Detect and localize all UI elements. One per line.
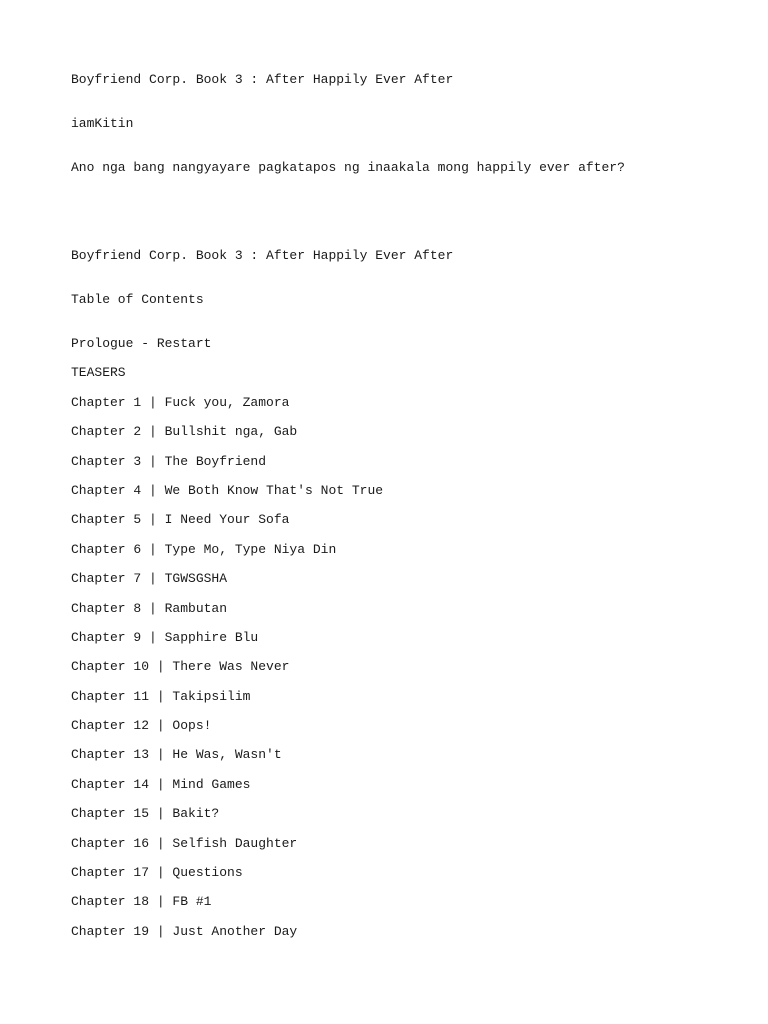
toc-heading: Table of Contents bbox=[71, 292, 204, 307]
book-blurb: Ano nga bang nangyayare pagkatapos ng inaakala mong happily ever after? bbox=[71, 160, 625, 175]
toc-item: Chapter 18 | FB #1 bbox=[71, 894, 212, 910]
toc-item: Chapter 14 | Mind Games bbox=[71, 776, 251, 792]
toc-item: TEASERS bbox=[71, 365, 126, 381]
toc-item: Chapter 1 | Fuck you, Zamora bbox=[71, 394, 290, 410]
toc-item: Chapter 19 | Just Another Day bbox=[71, 923, 298, 939]
document-title-repeat: Boyfriend Corp. Book 3 : After Happily Ever After bbox=[71, 248, 454, 263]
toc-item: Chapter 2 | Bullshit nga, Gab bbox=[71, 424, 298, 440]
toc-item: Chapter 13 | He Was, Wasn't bbox=[71, 747, 282, 763]
toc-item: Prologue - Restart bbox=[71, 336, 212, 351]
table-of-contents bbox=[71, 336, 383, 953]
author-name: iamKitin bbox=[71, 116, 134, 131]
toc-item: Chapter 5 | I Need Your Sofa bbox=[71, 512, 290, 528]
toc-item: Chapter 17 | Questions bbox=[71, 865, 243, 881]
toc-item: Chapter 3 | The Boyfriend bbox=[71, 453, 267, 469]
toc-item: Chapter 8 | Rambutan bbox=[71, 600, 228, 616]
toc-item: Chapter 9 | Sapphire Blu bbox=[71, 629, 259, 645]
toc-item: Chapter 11 | Takipsilim bbox=[71, 688, 251, 704]
toc-item: Chapter 16 | Selfish Daughter bbox=[71, 835, 298, 851]
toc-item: Chapter 7 | TGWSGSHA bbox=[71, 571, 228, 587]
toc-item: Chapter 15 | Bakit? bbox=[71, 806, 220, 822]
toc-item: Chapter 4 | We Both Know That's Not True bbox=[71, 482, 384, 498]
toc-item: Chapter 6 | Type Mo, Type Niya Din bbox=[71, 541, 337, 557]
document-title: Boyfriend Corp. Book 3 : After Happily Ever After bbox=[71, 72, 454, 87]
toc-item: Chapter 10 | There Was Never bbox=[71, 659, 290, 675]
toc-item: Chapter 12 | Oops! bbox=[71, 718, 212, 734]
